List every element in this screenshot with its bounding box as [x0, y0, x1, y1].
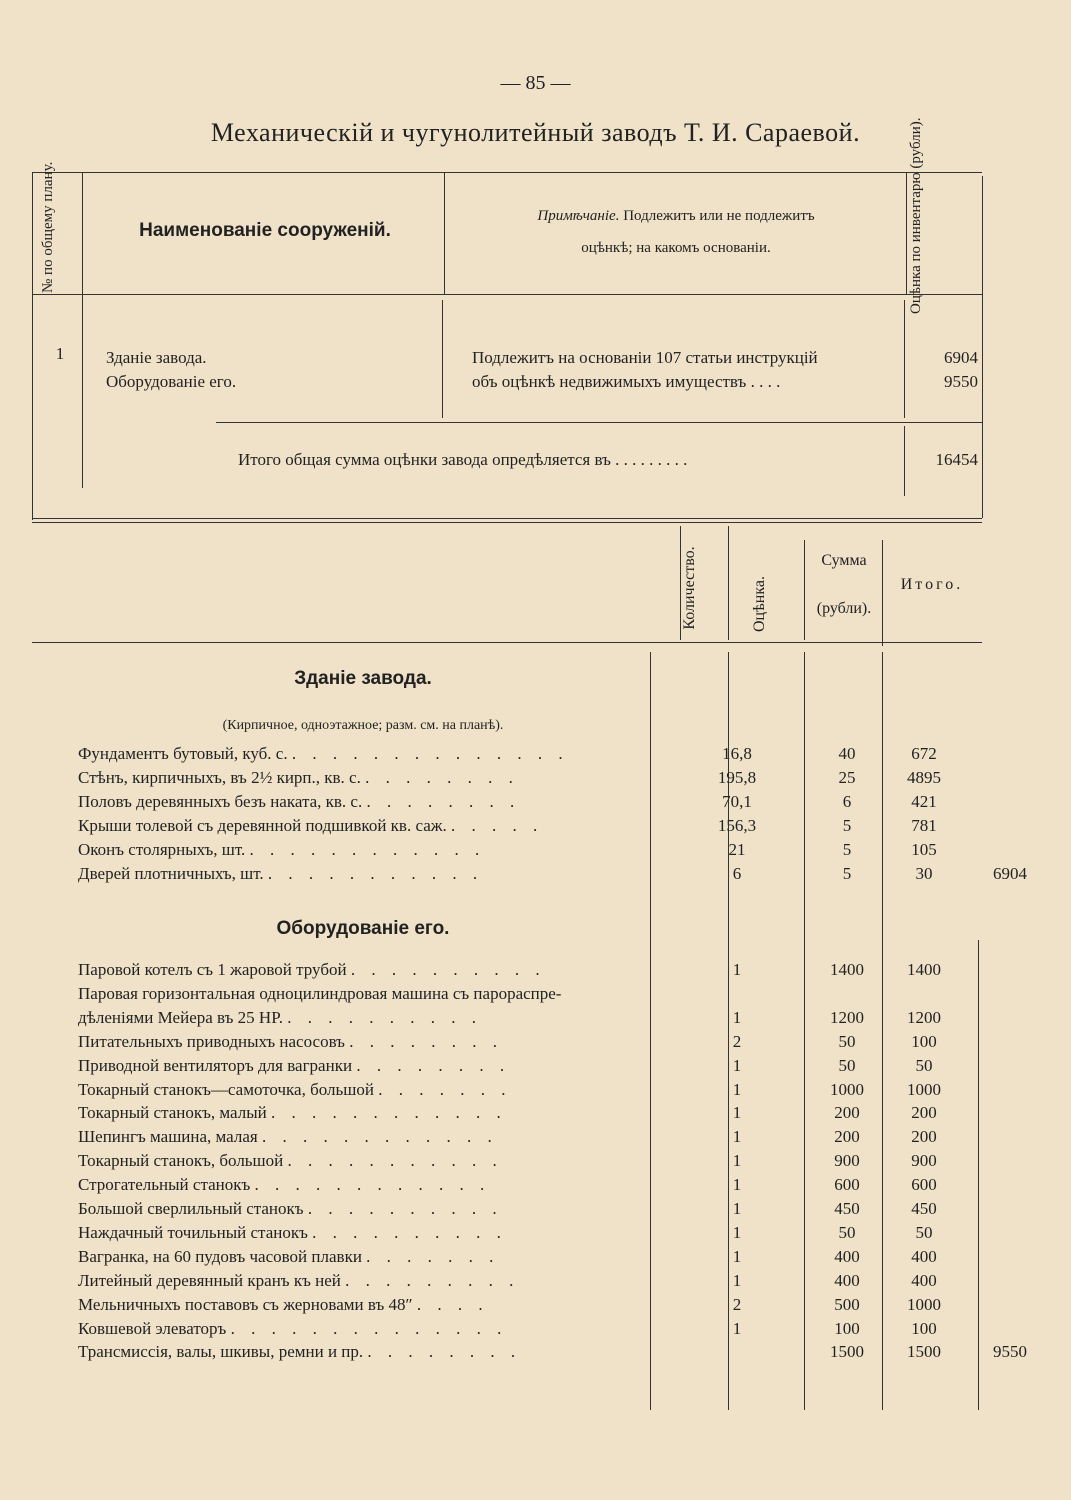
col-divider	[82, 172, 83, 488]
row-estimate: 500	[834, 1294, 860, 1314]
section-equipment-title: Оборудованіе его.	[276, 918, 450, 939]
row-value-equipment: 9550	[944, 372, 978, 391]
row-name: Паровая горизонтальная одноцилиндровая машина съ парораспре-	[78, 983, 562, 1003]
row-quantity: 1	[732, 1270, 742, 1290]
table-row	[78, 1199, 978, 1223]
col-divider	[982, 176, 983, 518]
table-row	[78, 1342, 1027, 1366]
row-plan-no: 1	[55, 344, 65, 363]
row-estimate: 1200	[830, 1007, 864, 1027]
table-row	[78, 1271, 978, 1295]
row-sum: 1000	[907, 1079, 941, 1099]
row-quantity: 1	[732, 1127, 742, 1147]
row-estimate: 1400	[830, 960, 864, 979]
row-name: Токарный станокъ—самоточка, большой . . . . . . .	[78, 1079, 512, 1099]
row-sum: 200	[911, 1103, 937, 1123]
col-divider	[728, 526, 729, 640]
row-total: 6904	[993, 864, 1027, 883]
row-sum: 1200	[907, 1007, 941, 1027]
row-name: Питательныхъ приводныхъ насосовъ . . . . . . . .	[78, 1031, 503, 1051]
header-total: Итого.	[900, 576, 964, 593]
row-estimate: 450	[834, 1199, 860, 1218]
table-row	[78, 1056, 978, 1080]
table-row	[78, 1127, 978, 1151]
row-sum: 1400	[907, 960, 941, 979]
table-row	[78, 744, 978, 768]
row-estimate: 5	[842, 864, 852, 883]
row-estimate: 50	[838, 1031, 856, 1051]
table-row	[78, 1247, 978, 1271]
row-quantity: 1	[732, 1199, 742, 1218]
row-quantity: 1	[732, 1007, 742, 1027]
col-divider	[442, 300, 443, 418]
row-sum: 100	[911, 1318, 937, 1338]
row-name: Фундаментъ бутовый, куб. с. . . . . . . . . . . . . . .	[78, 744, 569, 763]
row-sum: 4895	[907, 768, 941, 787]
row-quantity: 195,8	[717, 768, 757, 787]
row-sum: 450	[911, 1199, 937, 1218]
row-quantity: 16,8	[722, 744, 752, 763]
header-valuation: Оцѣнка по инвентарю (рубли).	[908, 117, 924, 314]
row-quantity: 1	[732, 1103, 742, 1123]
table-row	[78, 792, 978, 816]
row-estimate: 1500	[830, 1342, 864, 1362]
table-row	[78, 1080, 978, 1104]
col-divider	[978, 940, 979, 1410]
header-divider	[32, 294, 982, 295]
row-estimate: 6	[842, 792, 852, 811]
row-sum: 50	[915, 1055, 933, 1075]
row-sum: 100	[911, 1031, 937, 1051]
col-divider	[904, 426, 905, 496]
row-estimate: 100	[834, 1318, 860, 1338]
table-row	[78, 840, 978, 864]
row-quantity: 1	[732, 1079, 742, 1099]
row-name: Трансмиссія, валы, шкивы, ремни и пр. . . . . . . . .	[78, 1342, 522, 1362]
header-note-italic: Примѣчаніе.	[537, 208, 620, 224]
row-name: Ковшевой элеваторъ . . . . . . . . . . . . . .	[78, 1318, 508, 1338]
row-quantity: 2	[732, 1294, 742, 1314]
table-row	[78, 1103, 978, 1127]
row-sum: 200	[911, 1127, 937, 1147]
top-table-bottom	[32, 518, 982, 519]
header-note-line2: оцѣнкѣ; на какомъ основаніи.	[581, 240, 771, 256]
row-sum: 900	[911, 1151, 937, 1171]
row-quantity: 1	[732, 1151, 742, 1171]
row-name: Половъ деревянныхъ безъ наката, кв. с. . . . . . . . .	[78, 792, 521, 811]
table-row	[78, 1008, 978, 1032]
header-note-rest: Подлежитъ или не подлежитъ	[623, 208, 815, 224]
row-estimate: 900	[834, 1151, 860, 1171]
row-estimate: 25	[838, 768, 856, 787]
row-name: Наждачный точильный станокъ . . . . . . . . . .	[78, 1222, 507, 1242]
col-divider	[882, 540, 883, 646]
header-plan-no: № по общему плану.	[40, 161, 56, 293]
header-quantity: Количество.	[681, 546, 698, 630]
section-building-title: Зданіе завода.	[294, 668, 432, 689]
page-title: Механическій и чугунолитейный заводъ Т. И. Сараевой.	[210, 118, 861, 147]
row-sum: 50	[915, 1222, 933, 1242]
col-divider	[804, 540, 805, 640]
row-estimate: 1000	[830, 1079, 864, 1099]
row-name: Вагранка, на 60 пудовъ часовой плавки . . . . . . .	[78, 1246, 500, 1266]
table-row	[78, 768, 978, 792]
section-building-subtitle: (Кирпичное, одноэтажное; разм. см. на планѣ).	[222, 718, 504, 733]
row-sum: 781	[911, 816, 937, 835]
row-name: Дверей плотничныхъ, шт. . . . . . . . . . . .	[78, 864, 484, 883]
table-row	[78, 960, 978, 984]
row-quantity: 21	[728, 840, 746, 859]
detail-table-top	[32, 522, 982, 523]
row-value-building: 6904	[944, 348, 978, 367]
row-sum: 672	[911, 744, 937, 763]
row-name: Паровой котелъ съ 1 жаровой трубой . . . . . . . . . .	[78, 960, 546, 979]
row-quantity: 1	[732, 1318, 742, 1338]
row-quantity: 1	[732, 1246, 742, 1266]
detail-header-divider	[32, 642, 982, 643]
total-label: Итого общая сумма оцѣнки завода опредѣляется въ . . . . . . . . .	[238, 450, 688, 469]
row-name-building: Зданіе завода.	[106, 348, 207, 367]
header-sum-1: Сумма	[821, 552, 867, 569]
row-total: 9550	[993, 1342, 1027, 1362]
row-quantity: 1	[732, 1055, 742, 1075]
row-name: Строгательный станокъ . . . . . . . . . . . .	[78, 1175, 491, 1195]
row-sum: 400	[911, 1246, 937, 1266]
header-sum-2: (рубли).	[816, 600, 872, 617]
col-divider	[904, 300, 905, 418]
subtotal-divider	[216, 422, 982, 423]
col-divider	[444, 172, 445, 294]
row-name-equipment: Оборудованіе его.	[106, 372, 237, 391]
col-divider	[906, 172, 907, 294]
row-quantity: 1	[732, 960, 742, 979]
row-estimate: 40	[838, 744, 856, 763]
row-quantity: 70,1	[722, 792, 752, 811]
table-row	[78, 816, 978, 840]
row-estimate: 5	[842, 816, 852, 835]
row-name: Крыши толевой съ деревянной подшивкой кв. саж. . . . . .	[78, 816, 544, 835]
table-row	[78, 1151, 978, 1175]
row-estimate: 200	[834, 1103, 860, 1123]
row-quantity: 2	[732, 1031, 742, 1051]
row-name: Токарный станокъ, большой . . . . . . . . . . .	[78, 1151, 503, 1171]
row-estimate: 50	[838, 1222, 856, 1242]
row-sum: 1000	[907, 1294, 941, 1314]
row-name: Оконъ столярныхъ, шт. . . . . . . . . . . . .	[78, 840, 486, 859]
row-name: Шепингъ машина, малая . . . . . . . . . . . .	[78, 1127, 498, 1147]
row-name: Токарный станокъ, малый . . . . . . . . . . . .	[78, 1103, 507, 1123]
row-sum: 421	[911, 792, 937, 811]
top-table-left-border	[32, 172, 33, 520]
row-note-line1: Подлежитъ на основаніи 107 статьи инструкцій	[472, 348, 818, 367]
table-row	[78, 1223, 978, 1247]
table-row	[78, 1295, 978, 1319]
row-estimate: 400	[834, 1270, 860, 1290]
row-estimate: 50	[838, 1055, 856, 1075]
row-estimate: 5	[842, 840, 852, 859]
row-estimate: 400	[834, 1246, 860, 1266]
header-note	[448, 200, 904, 264]
header-estimate: Оцѣнка.	[751, 576, 768, 632]
header-structure-name: Наименованіе сооруженій.	[139, 220, 391, 241]
row-quantity: 6	[732, 864, 742, 883]
row-quantity: 1	[732, 1175, 742, 1195]
table-row	[78, 984, 978, 1008]
row-name: Большой сверлильный станокъ . . . . . . . . . .	[78, 1199, 503, 1218]
row-sum: 400	[911, 1270, 937, 1290]
total-value: 16454	[935, 450, 978, 469]
table-row	[78, 864, 1027, 888]
table-row	[78, 1175, 978, 1199]
row-sum: 30	[915, 864, 933, 883]
row-estimate: 200	[834, 1127, 860, 1147]
row-name: Приводной вентиляторъ для вагранки . . . . . . . .	[78, 1055, 511, 1075]
row-name: Литейный деревянный кранъ къ ней . . . . . . . . .	[78, 1270, 520, 1290]
top-table-border	[32, 172, 982, 173]
table-row	[78, 1319, 978, 1343]
row-estimate: 600	[834, 1175, 860, 1195]
row-sum: 600	[911, 1175, 937, 1195]
row-sum: 105	[911, 840, 937, 859]
row-name: дѣленіями Мейера въ 25 HP. . . . . . . . . . .	[78, 1007, 483, 1027]
row-name: Мельничныхъ поставовъ съ жерновами въ 48″ . . . .	[78, 1294, 489, 1314]
row-note-line2: объ оцѣнкѣ недвижимыхъ имуществъ . . . .	[472, 372, 781, 391]
page-number: — 85 —	[500, 72, 571, 94]
row-quantity: 156,3	[717, 816, 757, 835]
row-sum: 1500	[907, 1342, 941, 1362]
table-row	[78, 1032, 978, 1056]
row-quantity: 1	[732, 1222, 742, 1242]
row-name: Стѣнъ, кирпичныхъ, въ 2½ кирп., кв. с. . . . . . . . .	[78, 768, 519, 787]
